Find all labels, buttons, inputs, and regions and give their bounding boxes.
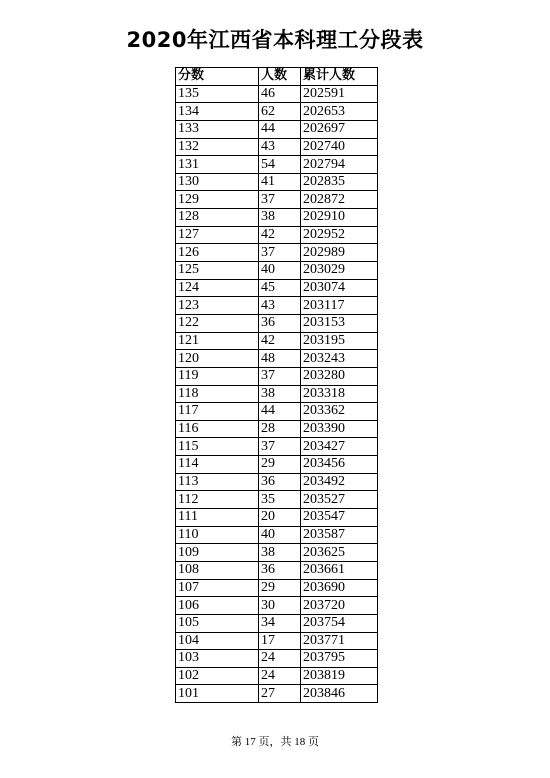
cumulative-count-cell: 203795 [301,650,378,668]
cumulative-count-cell: 203587 [301,526,378,544]
page-title: 2020年江西省本科理工分段表 [126,28,424,52]
score-cell: 109 [176,544,259,562]
cumulative-count-cell: 202740 [301,138,378,156]
score-cell: 118 [176,385,259,403]
table-row [176,173,378,191]
count-cell: 27 [259,685,301,703]
header-score: 分数 [176,68,259,86]
count-cell: 40 [259,262,301,280]
table-row [176,438,378,456]
count-cell: 40 [259,526,301,544]
count-cell: 38 [259,385,301,403]
score-cell: 113 [176,473,259,491]
count-cell: 54 [259,156,301,174]
cumulative-count-cell: 202653 [301,103,378,121]
score-cell: 127 [176,226,259,244]
count-cell: 45 [259,279,301,297]
score-cell: 110 [176,526,259,544]
cumulative-count-cell: 203456 [301,456,378,474]
score-cell: 106 [176,597,259,615]
score-cell: 119 [176,367,259,385]
count-cell: 36 [259,561,301,579]
count-cell: 36 [259,473,301,491]
count-cell: 37 [259,244,301,262]
count-cell: 43 [259,138,301,156]
count-cell: 38 [259,209,301,227]
score-cell: 125 [176,262,259,280]
table-row [176,156,378,174]
count-cell: 35 [259,491,301,509]
cumulative-count-cell: 203690 [301,579,378,597]
score-cell: 116 [176,420,259,438]
score-cell: 104 [176,632,259,650]
cumulative-count-cell: 202835 [301,173,378,191]
table-row [176,685,378,703]
table-row [176,614,378,632]
cumulative-count-cell: 203280 [301,367,378,385]
count-cell: 24 [259,667,301,685]
cumulative-count-cell: 203754 [301,614,378,632]
table-row [176,367,378,385]
table-body [176,85,378,702]
cumulative-count-cell: 203492 [301,473,378,491]
score-cell: 120 [176,350,259,368]
cumulative-count-cell: 203318 [301,385,378,403]
score-cell: 103 [176,650,259,668]
table-row [176,632,378,650]
score-cell: 130 [176,173,259,191]
count-cell: 44 [259,120,301,138]
cumulative-count-cell: 203362 [301,403,378,421]
count-cell: 28 [259,420,301,438]
score-cell: 123 [176,297,259,315]
count-cell: 38 [259,544,301,562]
count-cell: 29 [259,456,301,474]
table-row [176,85,378,103]
score-cell: 117 [176,403,259,421]
table-row [176,262,378,280]
cumulative-count-cell: 203625 [301,544,378,562]
cumulative-count-cell: 202591 [301,85,378,103]
cumulative-count-cell: 203527 [301,491,378,509]
cumulative-count-cell: 202794 [301,156,378,174]
table-row [176,297,378,315]
cumulative-count-cell: 202952 [301,226,378,244]
score-cell: 108 [176,561,259,579]
count-cell: 37 [259,191,301,209]
count-cell: 24 [259,650,301,668]
score-cell: 114 [176,456,259,474]
table-row [176,385,378,403]
count-cell: 62 [259,103,301,121]
cumulative-count-cell: 203390 [301,420,378,438]
score-cell: 132 [176,138,259,156]
score-distribution-table [175,67,378,703]
table-row [176,244,378,262]
cumulative-count-cell: 202910 [301,209,378,227]
score-cell: 128 [176,209,259,227]
cumulative-count-cell: 203547 [301,509,378,527]
table-row [176,279,378,297]
table-row [176,473,378,491]
score-cell: 121 [176,332,259,350]
table-row [176,491,378,509]
score-cell: 124 [176,279,259,297]
count-cell: 36 [259,314,301,332]
count-cell: 37 [259,367,301,385]
score-cell: 101 [176,685,259,703]
score-cell: 122 [176,314,259,332]
table-row [176,138,378,156]
cumulative-count-cell: 203819 [301,667,378,685]
count-cell: 30 [259,597,301,615]
table-row [176,579,378,597]
score-cell: 107 [176,579,259,597]
table-row [176,403,378,421]
table-row [176,420,378,438]
count-cell: 34 [259,614,301,632]
cumulative-count-cell: 203427 [301,438,378,456]
table-row [176,544,378,562]
score-cell: 112 [176,491,259,509]
cumulative-count-cell: 203720 [301,597,378,615]
count-cell: 42 [259,226,301,244]
cumulative-count-cell: 202697 [301,120,378,138]
count-cell: 43 [259,297,301,315]
count-cell: 46 [259,85,301,103]
score-cell: 102 [176,667,259,685]
table-row [176,526,378,544]
cumulative-count-cell: 203846 [301,685,378,703]
count-cell: 42 [259,332,301,350]
score-cell: 115 [176,438,259,456]
score-cell: 105 [176,614,259,632]
cumulative-count-cell: 203074 [301,279,378,297]
cumulative-count-cell: 203117 [301,297,378,315]
table-row [176,667,378,685]
cumulative-count-cell: 203195 [301,332,378,350]
table-row [176,597,378,615]
table-row [176,103,378,121]
table-row [176,226,378,244]
score-cell: 135 [176,85,259,103]
score-cell: 133 [176,120,259,138]
cumulative-count-cell: 203661 [301,561,378,579]
cumulative-count-cell: 203153 [301,314,378,332]
cumulative-count-cell: 203243 [301,350,378,368]
count-cell: 41 [259,173,301,191]
score-cell: 129 [176,191,259,209]
count-cell: 44 [259,403,301,421]
table-row [176,509,378,527]
count-cell: 17 [259,632,301,650]
header-count: 人数 [259,68,301,86]
header-cumulative-count: 累计人数 [301,68,378,86]
table-row [176,561,378,579]
count-cell: 29 [259,579,301,597]
score-cell: 134 [176,103,259,121]
table-row [176,191,378,209]
count-cell: 20 [259,509,301,527]
page-footer: 第 17 页，共 18 页 [231,736,319,748]
score-cell: 111 [176,509,259,527]
table-header-row [176,68,378,86]
count-cell: 37 [259,438,301,456]
table-row [176,332,378,350]
cumulative-count-cell: 202989 [301,244,378,262]
table-row [176,209,378,227]
table-row [176,456,378,474]
score-cell: 131 [176,156,259,174]
cumulative-count-cell: 203029 [301,262,378,280]
cumulative-count-cell: 203771 [301,632,378,650]
count-cell: 48 [259,350,301,368]
table-row [176,314,378,332]
table-row [176,350,378,368]
table-row [176,120,378,138]
cumulative-count-cell: 202872 [301,191,378,209]
table-row [176,650,378,668]
score-cell: 126 [176,244,259,262]
